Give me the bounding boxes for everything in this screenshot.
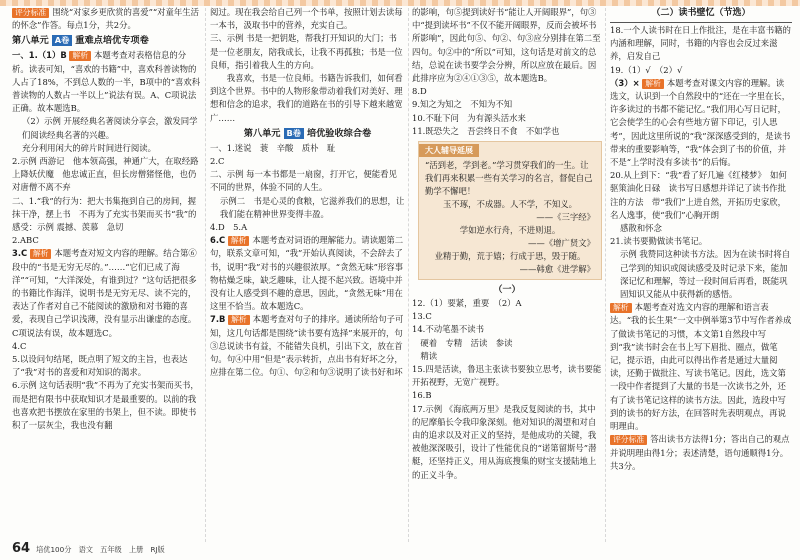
page-number: 64: [12, 541, 31, 556]
answer-item: 解析 本题考查对选文内容的理解和语言表达。“我的长生果”一文中例举第3节中写作者养成了做读书笔记的习惯，本文第1自然段中写到“我”读书时会在书上写下眉批、圈点，做笔记，提示语，由此可以得出作者是通过大量阅读，还勤于做批注、写读书笔记。因此，选文第一段中作者提到了大量的书是一次读书之外，还有了读书笔记这样的读书方法。因此，选段中写到的读书的好方法，在回答时先表明观点，再说明理由。: [610, 302, 792, 432]
answer-item: 5.以设问句结尾，既点明了短文的主旨，也表达了“我”对书的喜爱和对知识的渴求。: [12, 354, 188, 378]
answer-item: 3.C 解析 本题考查对短文内容的理解。结合第⑥段中的“书是无穷无尽的。”……“它们已成了海洋”“可知，“大洋深处，有谁到过？”这句话把很多的书籍比作海洋，说明书是无穷无尽、读不完的，表达了作者对自己不能阅读的激励和对书籍的喜爱，表现自己学识浅薄，没有显示出谦虚的态度。C项说法有误，故本题选C。: [12, 248, 197, 338]
analysis-tag: 解析: [228, 236, 250, 246]
answer-item: 21.读书要勤做读书笔记。: [610, 236, 708, 247]
answer-item: 8.D: [412, 86, 427, 97]
column-4: [610, 6, 792, 473]
answer-item: 6.C 解析 本题考查对词语的理解能力。请读题第二句，联系文章可知，“我”开始认真阅读，不会辞去了书，说明“我”对书的兴趣很浓厚。“贪然无味”形容事物枯燥乏味，缺乏趣味，让人提不起兴致。语境中并没有让人感受到不趣的意思，因此，“贪然无味”用在这里不恰当。故本题选C。: [210, 235, 404, 312]
answer-item: 2.ABC: [12, 235, 39, 246]
answer-item: 2.C: [210, 156, 225, 167]
answer-item: 19.（1）√ （2）√: [610, 64, 683, 75]
analysis-tag: 解析: [69, 51, 91, 61]
answer-item: 充分利用闲大的碎片时间进行阅读。: [22, 142, 156, 153]
answer-item: 17.示例 《海底两万里》是我反复阅读的书，其中的尼摩船长令我印象深刻。他对知识的渴望和对自由的追求以及对正义的坚持，是他成功的关键，我被他深深吸引，设计了性能优良的“诺第留斯号”潜艇，还坚持正义，用从海底搜集的财宝支援陆地上的正义斗争。: [412, 403, 597, 480]
column-1: [12, 6, 202, 432]
analysis-tag: 解析: [610, 303, 632, 313]
answer-item: 4.D 5.A: [210, 222, 248, 233]
answer-item: 示例二 书是心灵的食粮，它滋养我们的思想，让我们能在精神世界变得丰盈。: [220, 195, 405, 219]
column-divider: [408, 8, 409, 542]
answer-item: 10.不耻下问 为有源头活水来: [412, 112, 526, 123]
answer-item: 阅过。现在我会给自己列一个书单，按照计划去读每一本书，汲取书中的营养，充实自己。: [210, 7, 403, 31]
quote-source: ——韩愈《进学解》: [519, 264, 595, 275]
unit-heading: 第八单元 B卷 培优验收综合卷: [243, 127, 372, 139]
answer-item: （3）× 解析 本题考查对课文内容的理解。读选文，认识到一个自然段中的“还在一字里在长，许多读过的书都不能记忆。”我们用心写日记时，它会使学生的心会有些地方留下印记，引人思考”，因此这里所说的“我”深深感受到的，是读书带来的重要影响等，“我”体会到了书的价值，并不是“上学时没有多读书”的后悔。: [610, 77, 791, 168]
answer-item: 16.B: [412, 390, 432, 401]
level-badge: A卷: [52, 35, 73, 46]
quote-line: 玉不琢，不成器。人不学，不知义。: [443, 199, 577, 210]
level-badge: B卷: [284, 128, 304, 139]
answer-item: 精读: [412, 350, 438, 361]
book-title: 培优100分 语文 五年级 上册 RJ版: [36, 545, 165, 554]
section-heading: （二）读书壁忆（节选）: [651, 8, 751, 18]
unit-heading: 第八单元 A卷 重难点培优专项卷: [12, 35, 149, 47]
quote-intro: “活到老，学到老。”学习贯穿我们的一生。让我们再来积累一些有关学习的名言，督促自己勤学不懈吧！: [425, 160, 593, 197]
column-divider: [205, 8, 206, 542]
answer-item: 12.（1）要紧，重要 （2）A: [412, 298, 522, 309]
answer-item: 2.示例 西游记 他本领高强，神通广大，在取经路上降妖伏魔 他忠诚正直，但长房僧猪怪他，也仍对唐僧不离不弃: [12, 156, 199, 193]
quote-line: 学如逆水行舟，不进则退。: [459, 225, 561, 236]
answer-item: 二、1.“我”的行为：把大书集拖到自己的房间，握抹干净，摆上书 不再为了充实书架而买书“我”的感受：示例 震撼、羡慕 急切: [12, 195, 197, 233]
column-divider: [605, 8, 606, 542]
answer-item: 7.B 解析 本题考查对句子的排序。通读所给句子可知，这几句话都是围绕“读书要有选择”来展开的，句③总说读书有益，不能错失良机，引出下文，放在首句。句④中用“但是”表示转折，点出书有好坏之分，应排在第二位。句①、句②和句③说明了读书好和坏: [210, 314, 404, 378]
analysis-tag: 解析: [228, 315, 250, 325]
answer-item: 的影响，句⑤提到读好书“能让人开阔眼界”，句③中“提到读坏书”不仅不能开阔眼界，反而会被坏书所影响”，因此句⑤、句②、句③应分别排在第二至四句。句②中的“所以”可知，这句话是对前文的总结，总说在读书要学会分辨，所以应放在最后。因此排序应为②④①③⑤，故本题选B。: [412, 7, 601, 84]
answer-item: 15.四是活读，鲁迅主张读书要独立思考，读书要能开拓视野，无宽广视野。: [412, 364, 602, 388]
score-standard-tag: 评分标准: [12, 8, 49, 18]
section-rule: [610, 22, 792, 23]
answer-item: 13.C: [412, 311, 432, 322]
column-3: [412, 6, 602, 482]
answer-item: 评分标准 答出读书方法得1分；答出自己的观点并说明理由得1分；表述清楚，语句通顺得1分。共3分。: [610, 434, 790, 471]
quote-box-heading: 大人辅导延展: [419, 144, 479, 157]
answer-item: 14.不动笔墨不读书: [412, 324, 484, 335]
quote-line: 业精于勤，荒于嬉；行成于思，毁于随。: [434, 251, 586, 262]
intro-paragraph: 评分标准 围绕“对家乡更欣赏的喜爱”“对童年生活的怀念”作答。每点1分，共2分。: [12, 7, 200, 31]
answer-item: 感散和怀念: [620, 223, 662, 234]
quote-source: ——《增广贤文》: [528, 238, 595, 249]
answer-item: 示例 我赞同这种读书方法。因为在读书时将自己学到的知识或阅读感受及时记录下来，能加深记忆和理解，等过一段时间后再看，既能巩固知识又能从中获得新的感悟。: [620, 249, 791, 300]
answer-item: 一、1.（1）B 解析 本题考查对表格信息的分析。读表可知，“喜欢的书籍”中，喜欢科普读物的人占了18%，不到总人数的一半，B项中的“喜欢科普读物的人数占一半以上”说法有误。A、C项说法正确。故本题选B。: [12, 50, 201, 114]
answer-item: 二、示例 每一本书都是一扇窗，打开它，便能看见不同的世界，体验不同的人生。: [210, 169, 397, 193]
answer-item: 6.示例 这句话表明“我”不再为了充实书架而买书，而是把有限书中获取知识才是最重要的。以前的我也喜欢把书摆放在家里的书架上，但不读。即使书积了一层灰尘，我也没有翻: [12, 380, 199, 431]
answer-item: 18.一个人读书时在日上作批注，是在丰富书籍的内涵和理解，同时，书籍的内容也会反过来滋养，启发自己: [610, 25, 791, 62]
section-heading: （一）: [493, 285, 521, 296]
answer-item: 一、1.迷说 蓑 辛酸 质朴 耻: [210, 142, 336, 153]
answer-item: 20.从上到下：“我”看了好几遍《红楼梦》 如何驱策油化日碌 读书写日感想并详记了读书作批注的方法 带“我们”上进自然，开拓历史家欣，名人逸事，使“我们”心胸开朗: [610, 170, 787, 220]
answer-item: 4.C: [12, 340, 27, 351]
answer-item: 硬着 专精 活读 参读: [412, 337, 513, 348]
answer-item: 我喜欢，书是一位良师。书籍告诉我们，如何看到这个世界。书中的人物形象带动着我们对美好、理想和信念的追求，我们的道路在书的引导下越来越宽广……: [210, 73, 403, 123]
page-footer: [12, 541, 165, 556]
answer-item: 三、示例 书是一把钥匙，帮我打开知识的大门；书是一位老朋友，陪我成长，让我不再孤独；书是一位良师，指引着我人生的方向。: [210, 33, 403, 70]
extension-quote-box: [418, 141, 602, 280]
answer-item: 11.既恐失之 吾尝终日不食 不如学也: [412, 125, 560, 136]
column-2: [210, 6, 405, 379]
analysis-tag: 解析: [30, 249, 52, 259]
answer-item: 9.知之为知之 不知为不知: [412, 99, 513, 110]
score-standard-tag: 评分标准: [610, 435, 647, 445]
quote-source: ——《三字经》: [536, 212, 595, 223]
analysis-tag: 解析: [642, 79, 664, 89]
answer-item: （2）示例 开展经典名著阅读分享会，激发同学们阅读经典名著的兴趣。: [22, 116, 198, 140]
